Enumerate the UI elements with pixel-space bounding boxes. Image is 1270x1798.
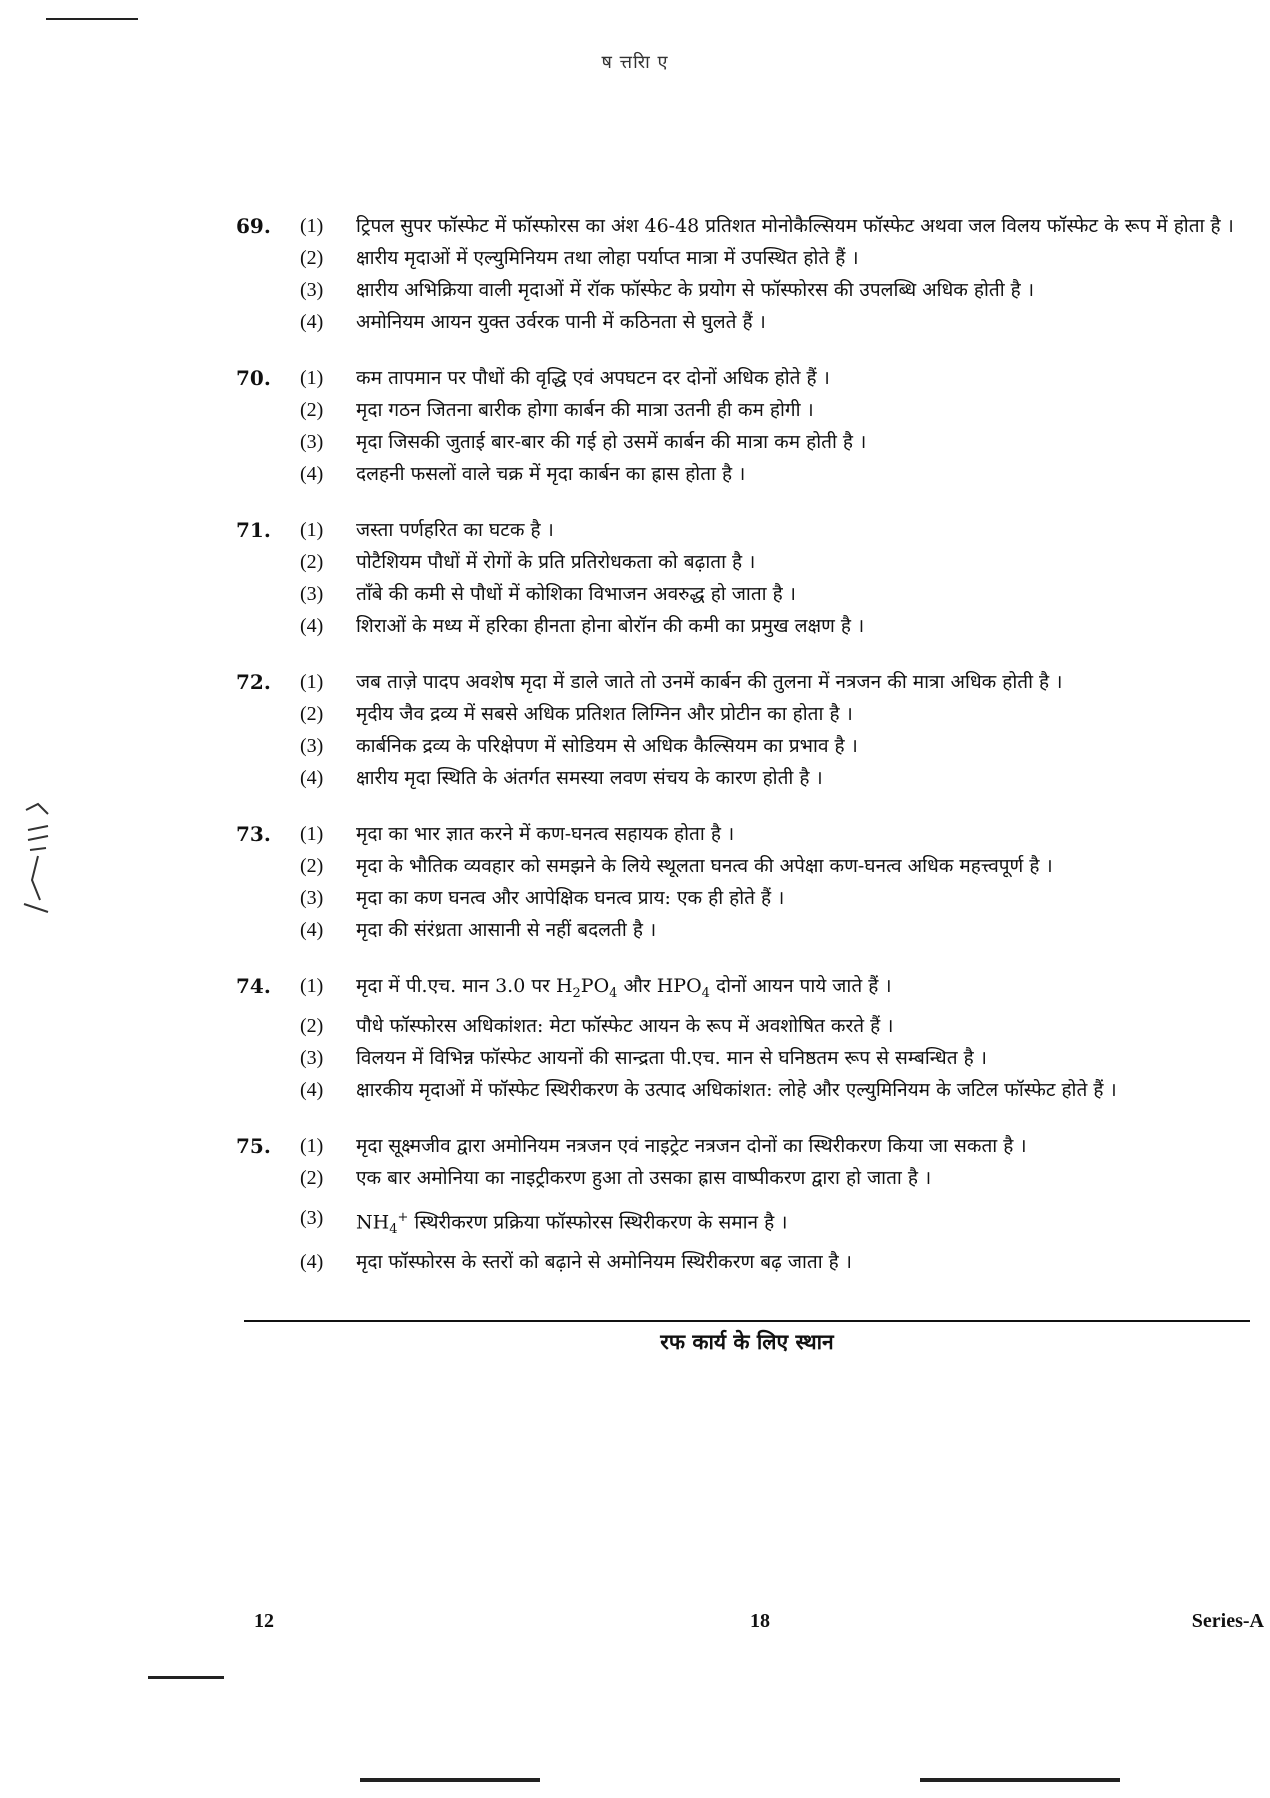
question-75 [236,1130,1246,1278]
option-text: मृदा के भौतिक व्यवहार को समझने के लिये स्थूलता घनत्व की अपेक्षा कण-घनत्व अधिक महत्त्वपूर्ण है । [356,855,1053,877]
option [300,274,1246,306]
option [300,1162,1246,1194]
option-text: क्षारीय अभिक्रिया वाली मृदाओं में रॉक फॉस्फेट के प्रयोग से फॉस्फोरस की उपलब्धि अधिक होती है । [356,279,1035,301]
question-number: 69. [236,214,271,238]
question-number: 75. [236,1133,271,1158]
option-text: मृदीय जैव द्रव्य में सबसे अधिक प्रतिशत लिग्निन और प्रोटीन का होता है । [356,703,853,725]
option-number: (4) [300,1078,324,1101]
option [300,306,1246,338]
option [300,1074,1246,1106]
subscript: 4 [609,985,618,1001]
option [300,514,1246,546]
option-text: अमोनियम आयन युक्त उर्वरक पानी में कठिनता से घुलते हैं । [356,311,766,333]
option-text [356,970,1246,1010]
option-text: क्षारीय मृदा स्थिति के अंतर्गत समस्या लवण संचय के कारण होती है । [356,767,823,789]
option [300,698,1246,730]
text-segment: मृदा में पी.एच. मान 3.0 पर H [356,975,573,997]
option-number: (3) [300,1046,324,1069]
option-number: (4) [300,1250,324,1273]
option-text: पोटैशियम पौधों में रोगों के प्रति प्रतिरोधकता को बढ़ाता है । [356,551,756,573]
option-number: (4) [300,615,324,637]
option [300,394,1246,426]
scan-artifact-line [46,18,138,20]
question-number: 73. [236,822,271,846]
page-number: 18 [750,1610,770,1632]
scan-artifact-line [920,1778,1120,1782]
subscript: 4 [389,1221,398,1237]
option-number: (3) [300,887,324,909]
option-list [300,1130,1246,1278]
option [300,1042,1246,1074]
option [300,1010,1246,1042]
text-segment: NH [356,1211,390,1234]
option-text [356,1202,1246,1246]
option [300,610,1246,642]
option-text: मृदा फॉस्फोरस के स्तरों को बढ़ाने से अमोनियम स्थिरीकरण बढ़ जाता है । [356,1250,852,1273]
option-text: मृदा का भार ज्ञात करने में कण-घनत्व सहायक होता है । [356,823,735,845]
option [300,882,1246,914]
scan-artifact-line [148,1676,224,1679]
option [300,242,1246,274]
option [300,762,1246,794]
option-number: (4) [300,311,324,333]
option-number: (4) [300,767,324,789]
option-text: मृदा जिसकी जुताई बार-बार की गई हो उसमें कार्बन की मात्रा कम होती है । [356,431,867,453]
series-label: Series-A [1191,1610,1264,1632]
option-text: जब ताज़े पादप अवशेष मृदा में डाले जाते तो उनमें कार्बन की तुलना में नत्रजन की मात्रा अधिक होती है । [356,671,1063,693]
option-text: विलयन में विभिन्न फॉस्फेट आयनों की सान्द्रता पी.एच. मान से घनिष्ठतम रूप से सम्बन्धित है । [356,1046,987,1069]
option-number: (4) [300,463,324,485]
option-number: (2) [300,247,324,269]
option-text: ट्रिपल सुपर फॉस्फेट में फॉस्फोरस का अंश 46-48 प्रतिशत मोनोकैल्सियम फॉस्फेट अथवा जल विलय फॉस्फेट के रूप में होता है । [356,215,1234,237]
option-number: (2) [300,1166,324,1189]
option-number: (3) [300,431,324,453]
option-text: दलहनी फसलों वाले चक्र में मृदा कार्बन का ह्रास होता है । [356,463,746,485]
option-list [300,818,1246,946]
option-text: जस्ता पर्णहरित का घटक है । [356,519,554,541]
option-text: मृदा गठन जितना बारीक होगा कार्बन की मात्रा उतनी ही कम होगी । [356,399,814,421]
question-72 [236,666,1246,794]
option-list [300,362,1246,490]
scan-artifact-line [360,1778,540,1782]
question-number: 70. [236,366,271,390]
option [300,850,1246,882]
option-number: (1) [300,975,324,997]
option-text: शिराओं के मध्य में हरिका हीनता होना बोरॉन की कमी का प्रमुख लक्षण है । [356,615,865,637]
option [300,730,1246,762]
option-number: (3) [300,583,324,605]
option [300,666,1246,698]
question-number: 72. [236,670,271,694]
subscript: 2 [572,985,581,1001]
option [300,426,1246,458]
option-number: (1) [300,1134,324,1157]
text-segment: PO [580,975,610,997]
option-number: (2) [300,399,324,421]
question-number: 71. [236,518,271,542]
option-number: (3) [300,1206,324,1229]
option-number: (1) [300,367,324,389]
option-text: मृदा की संरंध्रता आसानी से नहीं बदलती है । [356,919,657,941]
question-number: 74. [236,974,271,998]
option [300,458,1246,490]
option-list [300,514,1246,642]
question-69 [236,210,1246,338]
option-number: (2) [300,703,324,725]
option [300,578,1246,610]
option [300,970,1246,1010]
option-text: कार्बनिक द्रव्य के परिक्षेपण में सोडियम से अधिक कैल्सियम का प्रभाव है । [356,735,858,757]
option-number: (2) [300,551,324,573]
option-number: (1) [300,519,324,541]
option-text: मृदा सूक्ष्मजीव द्वारा अमोनियम नत्रजन एवं नाइट्रेट नत्रजन दोनों का स्थिरीकरण किया जा सकता है । [356,1134,1027,1157]
divider-rule [244,1320,1250,1322]
option-text: कम तापमान पर पौधों की वृद्धि एवं अपघटन दर दोनों अधिक होते हैं । [356,367,830,389]
option [300,210,1246,242]
question-73 [236,818,1246,946]
header-mark: ष त्तरिा ए [601,52,669,73]
option [300,1246,1246,1278]
subscript: 4 [701,985,710,1001]
rough-work-label: रफ कार्य के लिए स्थान [660,1329,834,1354]
option-list [300,970,1246,1106]
superscript: + [397,1209,409,1225]
question-74 [236,970,1246,1106]
option [300,546,1246,578]
option-number: (1) [300,215,324,237]
option-number: (4) [300,919,324,941]
question-71 [236,514,1246,642]
option [300,1202,1246,1246]
option-text: एक बार अमोनिया का नाइट्रीकरण हुआ तो उसका ह्रास वाष्पीकरण द्वारा हो जाता है । [356,1166,932,1189]
option-text: ताँबे की कमी से पौधों में कोशिका विभाजन अवरुद्ध हो जाता है । [356,583,796,605]
text-segment: दोनों आयन पाये जाते हैं । [709,975,892,997]
question-list [236,210,1246,1302]
footer-left-number: 12 [254,1610,274,1632]
option-text: पौधे फॉस्फोरस अधिकांशत: मेटा फॉस्फेट आयन के रूप में अवशोषित करते हैं । [356,1014,894,1037]
option-number: (2) [300,855,324,877]
question-70 [236,362,1246,490]
option-number: (2) [300,1014,324,1037]
option-text: क्षारकीय मृदाओं में फॉस्फेट स्थिरीकरण के उत्पाद अधिकांशत: लोहे और एल्युमिनियम के जटिल फॉस्फेट होते हैं । [356,1078,1117,1101]
option [300,914,1246,946]
handwritten-margin-mark [18,800,58,920]
option-text: मृदा का कण घनत्व और आपेक्षिक घनत्व प्राय: एक ही होते हैं । [356,887,785,909]
text-segment: स्थिरीकरण प्रक्रिया फॉस्फोरस स्थिरीकरण के समान है । [408,1211,788,1234]
option-list [300,666,1246,794]
option [300,362,1246,394]
option-text: क्षारीय मृदाओं में एल्युमिनियम तथा लोहा पर्याप्त मात्रा में उपस्थित होते हैं । [356,247,859,269]
option-list [300,210,1246,338]
option-number: (1) [300,823,324,845]
option-number: (1) [300,671,324,693]
option [300,818,1246,850]
option-number: (3) [300,735,324,757]
text-segment: और HPO [617,975,702,997]
option [300,1130,1246,1162]
option-number: (3) [300,279,324,301]
